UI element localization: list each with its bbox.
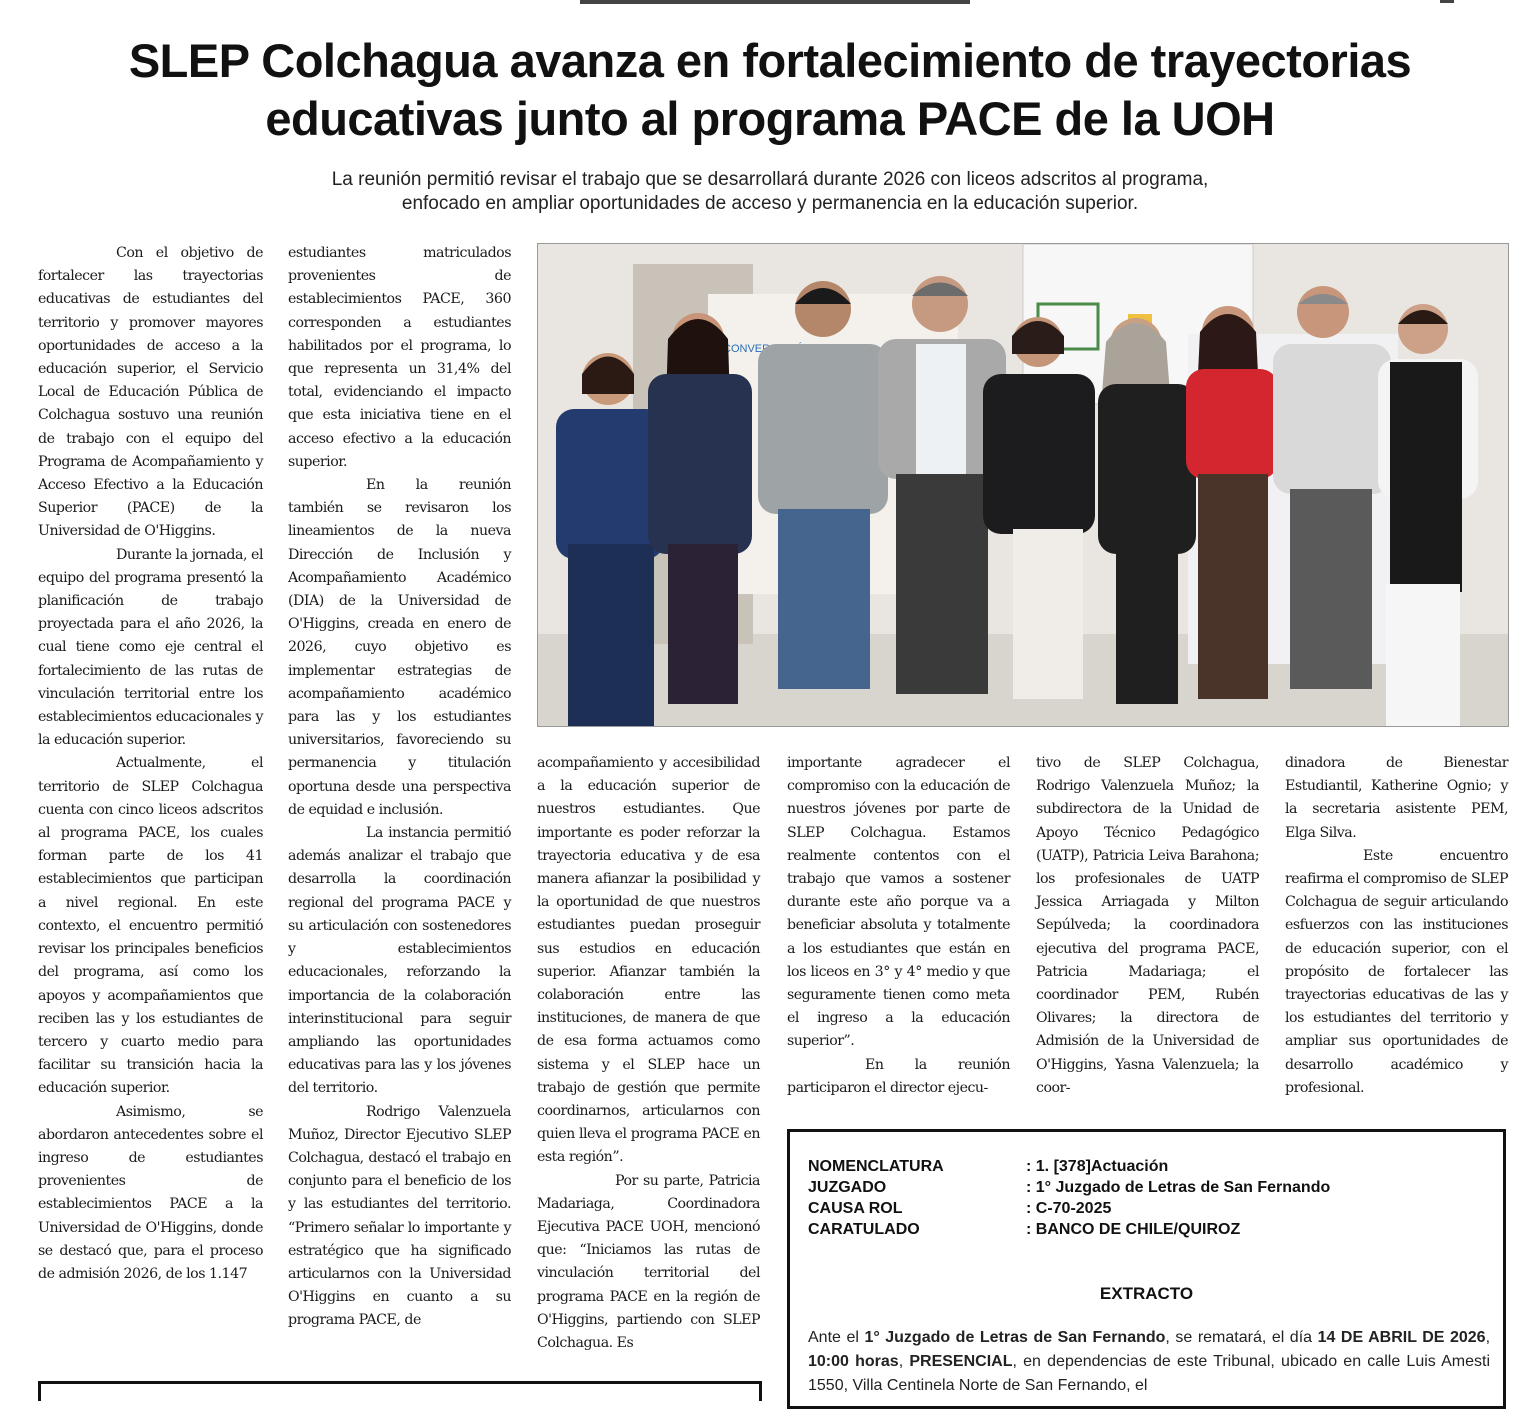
headline-line-1: SLEP Colchagua avanza en fortalecimiento de trayectorias <box>128 34 1412 87</box>
header-mark <box>1440 0 1454 3</box>
article-column-1 <box>38 242 263 1286</box>
article-column-5 <box>1036 752 1259 1100</box>
field-value: : 1. [378]Actuación <box>1026 1158 1169 1175</box>
body-text: , en dependencias de este Tribunal, ubicado en calle Luis Amesti 1550, Villa Centinela Norte de San Fernando, el <box>808 1353 1490 1394</box>
subhead-line-2: enfocado en ampliar oportunidades de acceso y permanencia en la educación superior. <box>401 193 1139 214</box>
headline-line-2: educativas junto al programa PACE de la UOH <box>265 92 1275 145</box>
auction-mode: PRESENCIAL <box>909 1353 1013 1370</box>
article-headline <box>20 32 1520 148</box>
body-text: , se rematará, el día <box>1165 1329 1318 1346</box>
legal-notice-fields <box>808 1156 1330 1240</box>
article-column-6 <box>1285 752 1508 1100</box>
paragraph: estudiantes matriculados provenientes de establecimientos PACE, 360 corresponden a estudiantes habilitados por el programa, lo que representa un 31,4% del total, evidenciando el impacto que esta iniciativa tiene en el acceso efectivo a la educación superior. <box>288 245 511 470</box>
court-name: 1° Juzgado de Letras de San Fernando <box>864 1329 1166 1346</box>
body-text: , <box>898 1353 910 1370</box>
field-value: : 1° Juzgado de Letras de San Fernando <box>1026 1179 1331 1196</box>
header-rule <box>580 0 970 4</box>
article-subheadline <box>240 168 1300 216</box>
field-row <box>808 1198 1330 1219</box>
group-photo <box>537 243 1509 727</box>
subhead-line-1: La reunión permitió revisar el trabajo que se desarrollará durante 2026 con liceos adscritos al programa, <box>331 169 1209 190</box>
field-value: : C-70-2025 <box>1026 1200 1112 1217</box>
legal-notice-body <box>808 1326 1490 1398</box>
paragraph: En la reunión también se revisaron los lineamientos de la nueva Dirección de Inclusión y Acompañamiento Académico (DIA) de la Universidad de O'Higgins, creada en enero de 2026, cuyo objetivo es implementar estrategias de acompañamiento académico para las y los estudiantes universitarios, favoreciendo su permanencia y titulación oportuna desde una perspectiva de equidad e inclusión. <box>288 477 511 818</box>
field-key: CARATULADO <box>808 1221 920 1238</box>
auction-date: 14 DE ABRIL DE 2026 <box>1317 1329 1486 1346</box>
paragraph: dinadora de Bienestar Estudiantil, Katherine Ognio; y la secretaria asistente PEM, Elga Silva. <box>1285 755 1508 841</box>
body-text: Ante el <box>808 1329 865 1346</box>
field-key: JUZGADO <box>808 1179 887 1196</box>
paragraph: Con el objetivo de fortalecer las trayectorias educativas de estudiantes del territorio y promover mayores oportunidades de acceso a la educación superior, el Servicio Local de Educación Pública de Colchagua sostuvo una reunión de trabajo con el equipo del Programa de Acompañamiento y Acceso Efectivo a la Educación Superior (PACE) de la Universidad de O'Higgins. <box>38 245 263 540</box>
field-row <box>808 1177 1330 1198</box>
article-column-3 <box>537 752 760 1355</box>
article-column-4 <box>787 752 1010 1100</box>
auction-time: 10:00 horas <box>808 1353 899 1370</box>
paragraph: Rodrigo Valenzuela Muñoz, Director Ejecutivo SLEP Colchagua, destacó el trabajo en conjunto para el beneficio de los y las estudiantes del territorio. “Primero señalar lo importante y estratégico que ha significado articularnos con la Universidad O'Higgins en cuanto a su programa PACE, de <box>288 1103 511 1329</box>
legal-notice-title: EXTRACTO <box>1099 1284 1194 1303</box>
paragraph: acompañamiento y accesibilidad a la educación superior de nuestros estudiantes. Que importante es poder reforzar la trayectoria educativa y de esa manera afianzar la posibilidad y la oportunidad de que nuestros estudiantes puedan proseguir sus estudios en educación superior. Afianzar también la colaboración entre las instituciones, de manera de que de esa forma actuamos como sistema y el SLEP hace un trabajo de gestión que permite coordinarnos, articularnos con quien lleva el programa PACE en esta región”. <box>537 755 760 1166</box>
article-column-2 <box>288 242 511 1333</box>
field-value: : BANCO DE CHILE/QUIROZ <box>1026 1221 1241 1238</box>
paragraph: Durante la jornada, el equipo del programa presentó la planificación de trabajo proyectada para el año 2026, la cual tiene como eje central el fortalecimiento de las rutas de vinculación territorial entre los establecimientos educacionales y la educación superior. <box>38 546 263 749</box>
paragraph: tivo de SLEP Colchagua, Rodrigo Valenzuela Muñoz; la subdirectora de la Unidad de Apoyo Técnico Pedagógico (UATP), Patricia Leiva Barahona; los profesionales de UATP Jessica Arriagada y Milton Sepúlveda; la coordinadora ejecutiva del programa PACE, Patricia Madariaga; el coordinador PEM, Rubén Olivares; la directora de Admisión de la Universidad de O'Higgins, Yasna Valenzuela; la coor- <box>1036 755 1259 1096</box>
paragraph: En la reunión participaron el director ejecu- <box>787 1056 1010 1096</box>
next-box-frame <box>38 1381 762 1401</box>
paragraph: Asimismo, se abordaron antecedentes sobre el ingreso de estudiantes provenientes de establecimientos PACE a la Universidad de O'Higgins, donde se destacó que, para el proceso de admisión 2026, de los 1.147 <box>38 1103 263 1282</box>
paragraph: Este encuentro reafirma el compromiso de SLEP Colchagua de seguir articulando esfuerzos con las instituciones de educación superior, con el propósito de fortalecer las trayectorias educativas de las y los estudiantes del territorio y ampliar sus oportunidades de desarrollo académico y profesional. <box>1285 847 1508 1096</box>
field-row <box>808 1219 1330 1240</box>
field-key: CAUSA ROL <box>808 1200 903 1217</box>
paragraph: La instancia permitió además analizar el trabajo que desarrolla la coordinación regional del programa PACE y su articulación con sostenedores y establecimientos educacionales, reforzando la importancia de la colaboración interinstitucional para seguir ampliando las oportunidades educativas para las y los jóvenes del territorio. <box>288 825 511 1097</box>
field-row <box>808 1156 1330 1177</box>
body-text: , <box>1485 1329 1491 1346</box>
field-key: NOMENCLATURA <box>808 1158 944 1175</box>
paragraph: Actualmente, el territorio de SLEP Colchagua cuenta con cinco liceos adscritos al programa PACE, los cuales forman parte de los 41 establecimientos que participan a nivel regional. En este contexto, el encuentro permitió revisar los principales beneficios del programa, así como los apoyos y acompañamientos que reciben las y los estudiantes de tercero y cuarto medio para facilitar su transición hacia la educación superior. <box>38 755 263 1097</box>
group-photo-illustration <box>538 244 1508 726</box>
paragraph: Por su parte, Patricia Madariaga, Coordinadora Ejecutiva PACE UOH, mencionó que: “Iniciamos las rutas de vinculación territorial del programa PACE en la región de O'Higgins, partiendo con SLEP Colchagua. Es <box>537 1172 760 1352</box>
paragraph: importante agradecer el compromiso con la educación de nuestros jóvenes por parte de SLEP Colchagua. Estamos realmente contentos con el trabajo que vamos a sostener durante este año porque va a beneficiar absoluta y totalmente a los estudiantes que están en los liceos en 3° y 4° medio y que seguramente tienen como meta el ingreso a la educación superior”. <box>787 755 1010 1050</box>
legal-notice-box <box>787 1129 1506 1409</box>
